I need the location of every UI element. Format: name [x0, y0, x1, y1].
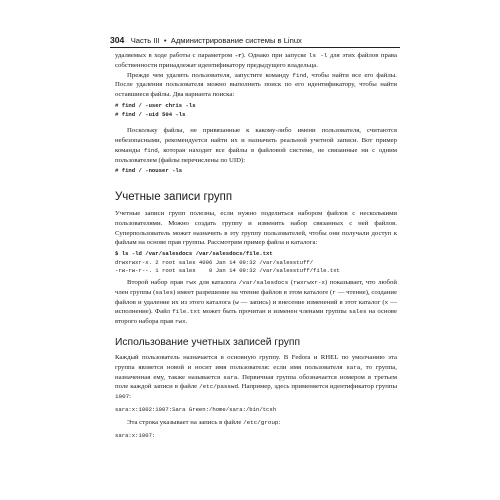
text: , чтобы найти все его файлы. После удаления пользователя можно выполнить поиск по его идентификатору, чтобы найти оставшиеся файлы. Два варианта поиска: — [115, 71, 397, 99]
text: на основе второго набора прав — [115, 308, 397, 326]
code-block-1 — [115, 102, 397, 119]
inline-code: ls -l — [308, 52, 328, 59]
paragraph-7 — [115, 418, 397, 428]
section-heading-group-accounts: Учетные записи групп — [115, 190, 233, 203]
text: , которая находит все файлы в файловой системе, не связанные ни с одним пользователем (файлы перечислены по UID): — [115, 146, 397, 164]
text: удаляемых в ходе работы с параметром — [115, 52, 235, 59]
running-header — [110, 35, 400, 46]
text: . Первичная группа обозначается номером в третьем поле каждой записи в файле — [115, 373, 397, 391]
text: — исполнение). Файл — [115, 298, 397, 316]
text: : — [278, 419, 281, 427]
inline-code: /var/salesdocs — [238, 278, 289, 286]
part-label: Часть III — [130, 36, 160, 45]
inline-code: sara — [346, 363, 361, 371]
text: ) показывает, что любой член группы ( — [115, 278, 397, 296]
paragraph-4 — [115, 209, 397, 248]
paragraph-1 — [115, 51, 397, 71]
text: , то группа, назначенная ему, также называется — [115, 363, 397, 381]
inline-code: rwx — [175, 318, 186, 326]
inline-code: rwxrwxr-x — [293, 278, 325, 286]
inline-code: x — [384, 298, 389, 306]
text: Поскольку файлы, не привязанные к какому-либо имени пользователя, считаются небезопасными, рекомендуется найти их и назначить реальной учетной записи. Вот пример команды — [115, 127, 397, 154]
paragraph-3 — [115, 126, 397, 165]
text: для этих файлов права собственности принадлежат идентификатору предыдущего владельца. — [115, 52, 397, 69]
code-block-2 — [115, 167, 397, 176]
inline-code: sales — [155, 288, 174, 296]
text: может быть прочитан и изменен членами группы — [200, 308, 349, 316]
text: Каждый пользователь назначается в основную группу. В Fedora и RHEL по умолчанию эта группа является новой и носит имя пользователя: если имя пользователя — [115, 353, 397, 371]
inline-code: sales — [348, 308, 367, 316]
text: Прежде чем удалить пользователя, запустите команду — [127, 71, 293, 79]
inline-code: find — [143, 146, 158, 154]
inline-code: sara — [223, 373, 238, 381]
paragraph-5 — [115, 278, 397, 327]
inline-code: rwx — [185, 278, 197, 286]
text: . — [185, 318, 188, 326]
page-number: 304 — [110, 35, 125, 45]
inline-code: /etc/group — [243, 419, 279, 427]
header-bullet: • — [163, 36, 167, 45]
header-rule — [110, 47, 400, 48]
code-line: $ ls -ld /var/salesdocs /var/salesdocs/file.txt — [115, 250, 273, 258]
inline-code: w — [235, 298, 239, 306]
inline-code: 1007 — [115, 393, 130, 401]
text: ) имеет разрешение на чтение файлов в этом каталоге ( — [173, 288, 333, 296]
text: Второй набор прав — [127, 278, 186, 286]
code-line: -rw-rw-r--. 1 root sales 0 Jan 14 09:32 /var/salesstuff/file.txt — [115, 267, 340, 275]
code-block-3 — [115, 250, 397, 276]
inline-code: r — [332, 288, 336, 296]
text: ( — [288, 278, 294, 286]
paragraph-2 — [115, 71, 397, 100]
inline-code: -r — [234, 52, 242, 59]
code-line: sara:x:1007: — [115, 432, 156, 440]
text: : — [129, 393, 132, 401]
code-line: sara:x:1002:1007:Sara Green:/home/sara:/bin/tcsh — [115, 405, 277, 413]
page-body — [115, 51, 397, 441]
code-block-4 — [115, 406, 397, 415]
text: ). Однако при запуске — [241, 52, 309, 59]
section-heading-using-group-accounts: Использование учетных записей групп — [115, 336, 301, 348]
part-title: Администрирование системы в Linux — [170, 36, 302, 45]
inline-code: find — [292, 71, 307, 79]
text: . Например, здесь применяется идентификатор группы — [238, 383, 397, 391]
text: — запись) и внесение изменений в этот каталог ( — [238, 298, 385, 306]
code-line: # find / -user chris -ls — [115, 101, 196, 109]
text: Учетные записи групп полезны, если нужно поделиться набором файлов с несколькими пользователями. Можно создать группу и изменить набор связанных с ней файлов. Суперпользователь может назначить в эту группу пользователей, чтобы они получали доступ к файлам на основе прав группы. Рассмотрим пример файла и каталога: — [115, 209, 397, 247]
text: Эта строка указывает на запись в файле — [127, 419, 244, 427]
code-line: drwxrwxr-x. 2 root sales 4096 Jan 14 09:32 /var/salesstuff/ — [115, 258, 314, 266]
code-line: # find / -uid 504 -ls — [115, 110, 186, 118]
inline-code: file.txt — [172, 308, 201, 316]
code-line: # find / -nouser -ls — [115, 167, 183, 175]
paragraph-6 — [115, 353, 397, 402]
inline-code: /etc/passwd — [199, 383, 238, 391]
text: для каталога — [196, 278, 239, 286]
text: — чтение), создание файлов и удаление их из этого каталога ( — [115, 288, 397, 306]
code-block-5 — [115, 432, 397, 441]
